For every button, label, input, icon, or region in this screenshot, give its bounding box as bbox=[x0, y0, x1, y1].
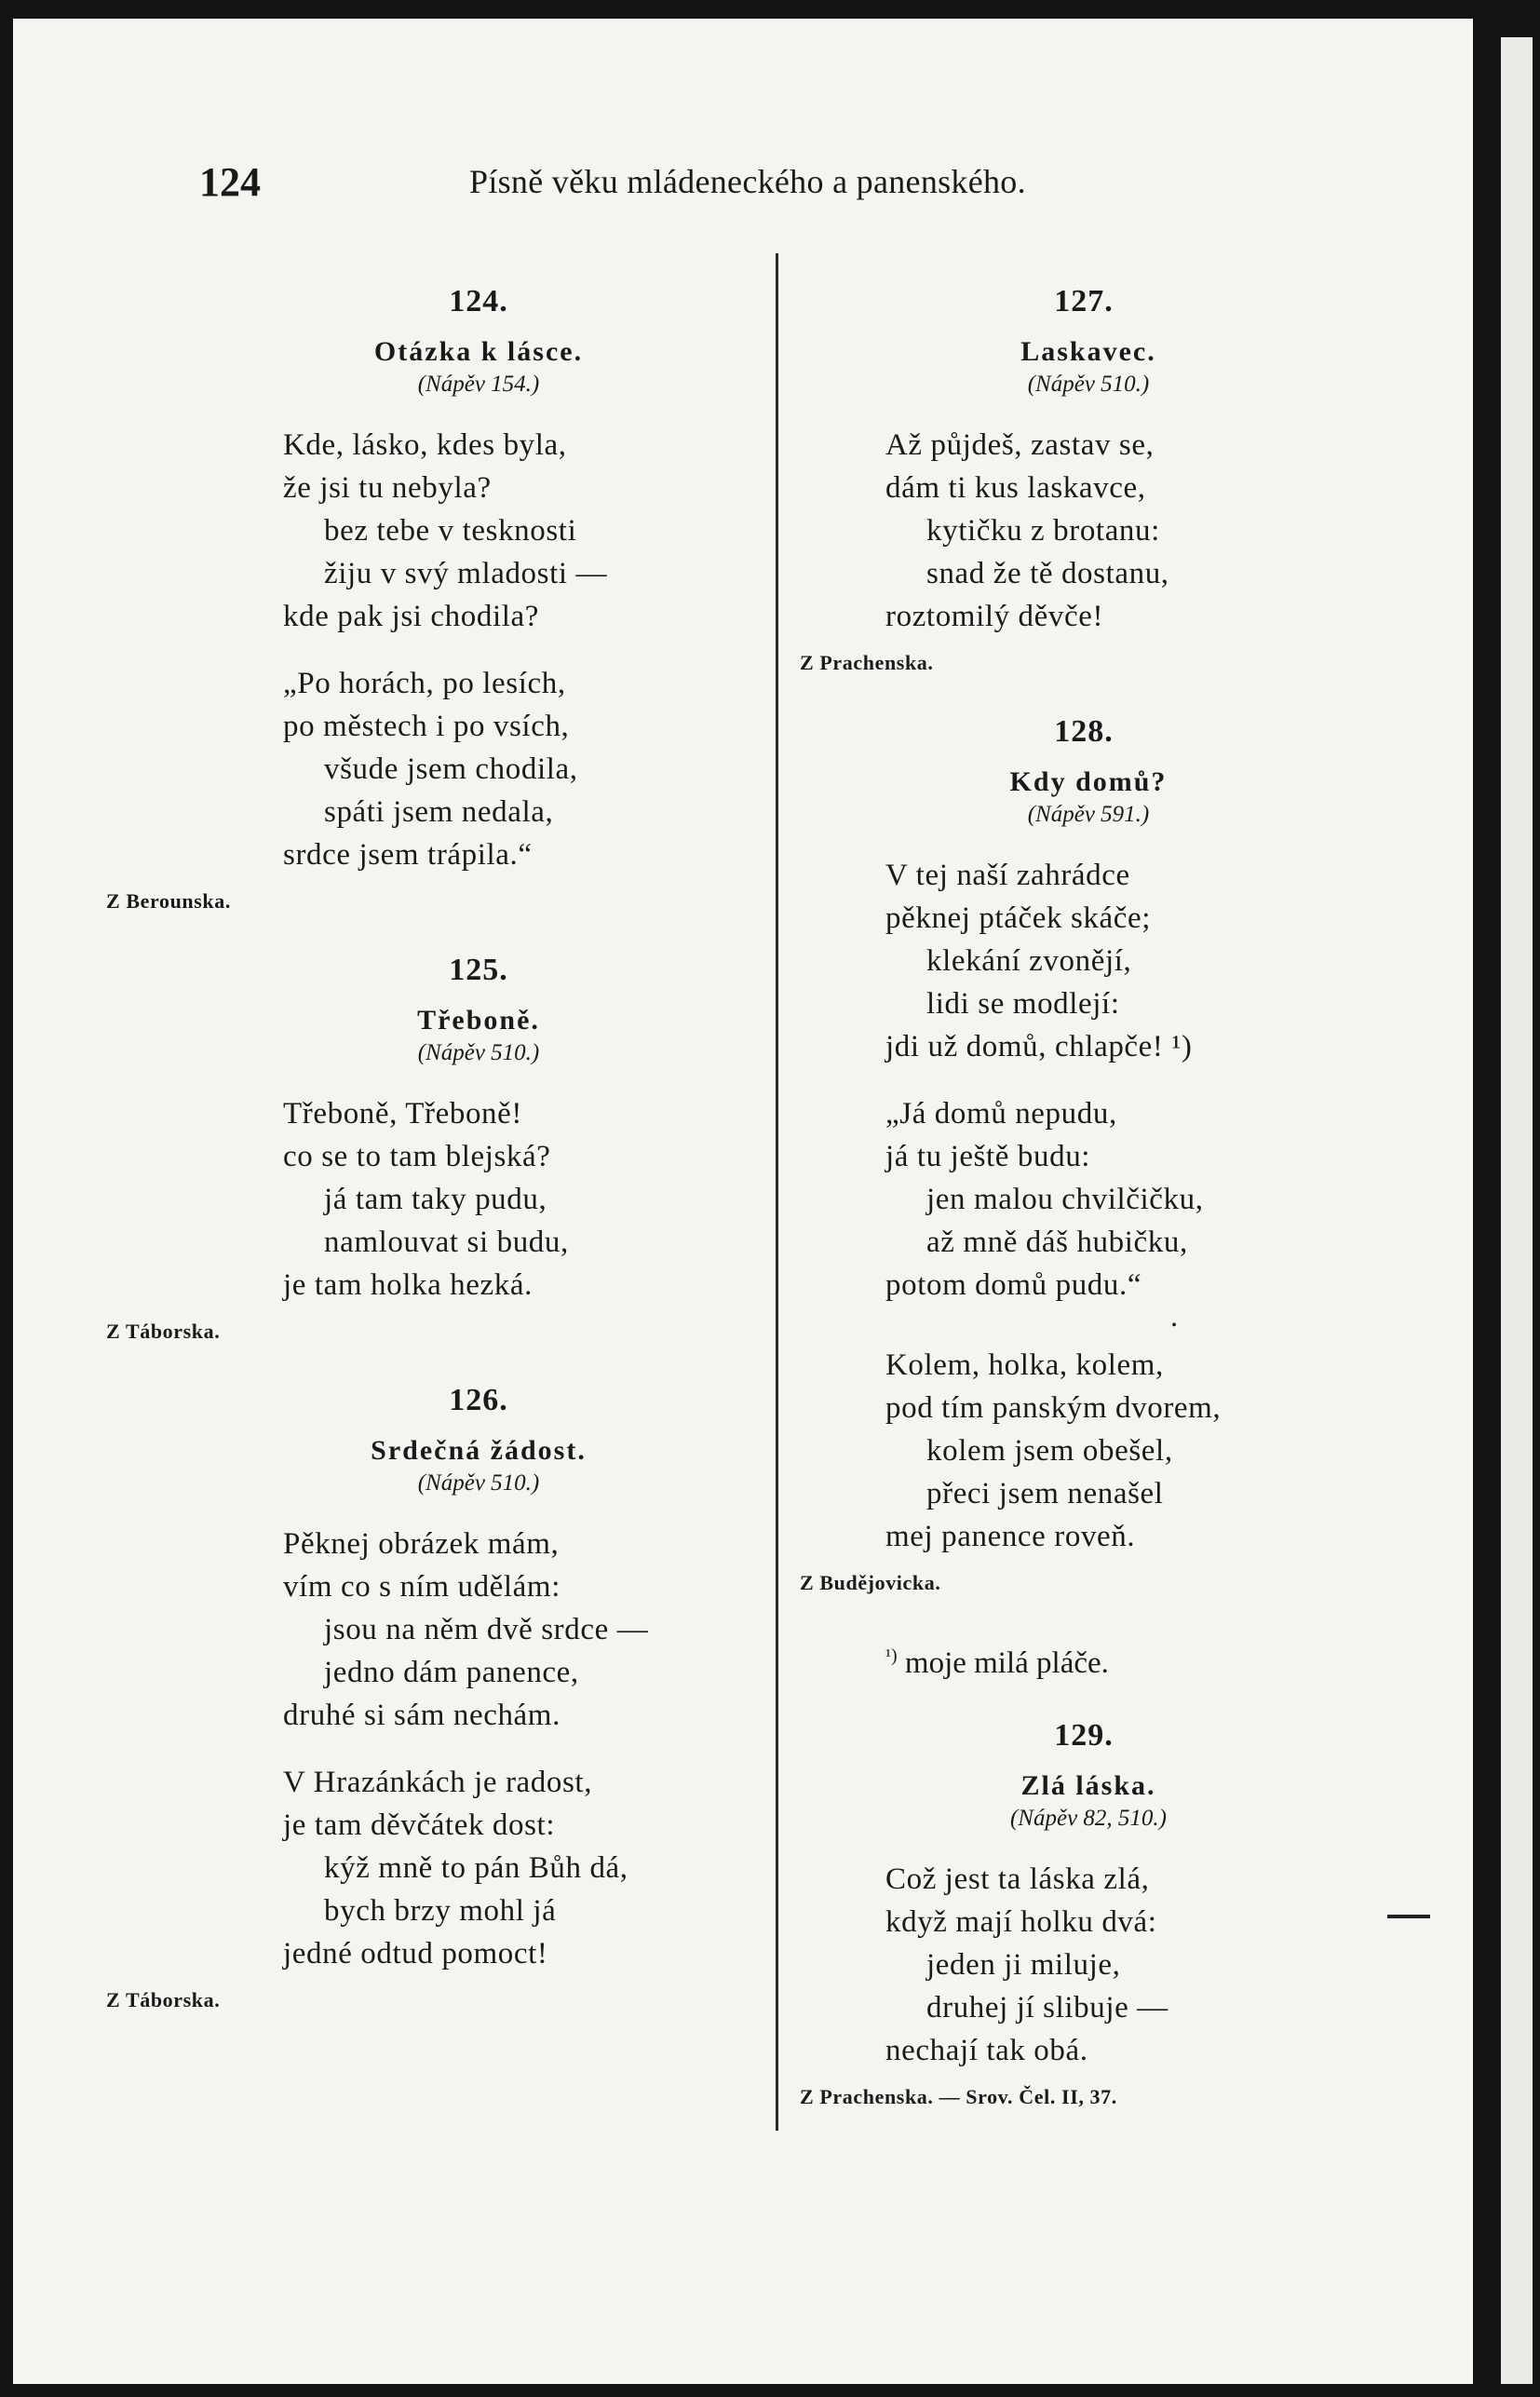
verse-line: „Já domů nepudu, bbox=[885, 1097, 1117, 1131]
verse-line: pěknej ptáček skáče; bbox=[885, 901, 1152, 935]
verse-line: kýž mně to pán Bůh dá, bbox=[324, 1851, 628, 1885]
song-text bbox=[283, 1523, 711, 1975]
song-number: 126. bbox=[449, 1383, 508, 1417]
stanza bbox=[885, 1344, 1321, 1558]
song-title: Otázka k lásce. bbox=[373, 336, 584, 367]
verse-line: nechají tak obá. bbox=[885, 2034, 1088, 2067]
source-note: Z Budějovicka. bbox=[800, 1571, 941, 1594]
stanza bbox=[283, 424, 711, 638]
tune-reference: (Nápěv 510.) bbox=[1027, 372, 1150, 397]
verse-line: bych brzy mohl já bbox=[324, 1894, 557, 1928]
stanza bbox=[283, 1523, 711, 1737]
song-block bbox=[106, 284, 711, 914]
verse-line: jedné odtud pomoct! bbox=[283, 1937, 548, 1970]
source-note: Z Táborska. bbox=[106, 1320, 221, 1343]
verse-line: všude jsem chodila, bbox=[324, 752, 578, 786]
verse-line: klekání zvonějí, bbox=[926, 944, 1132, 978]
left-column bbox=[106, 284, 711, 2052]
page-header bbox=[13, 158, 1473, 214]
song-text bbox=[283, 1092, 711, 1307]
verse-line: spáti jsem nedala, bbox=[324, 795, 554, 829]
verse-line: srdce jsem trápila.“ bbox=[283, 838, 533, 872]
right-column bbox=[800, 284, 1321, 2148]
source-note: Z Berounska. bbox=[106, 889, 231, 913]
verse-line: druhé si sám nechám. bbox=[283, 1699, 561, 1732]
song-number: 125. bbox=[449, 953, 508, 987]
footnote-mark: ¹) bbox=[885, 1645, 898, 1666]
verse-line: V Hrazánkách je radost, bbox=[283, 1766, 593, 1799]
tune-reference: (Nápěv 591.) bbox=[1027, 802, 1150, 827]
song-number: 128. bbox=[1054, 714, 1114, 749]
footnote-text: moje milá pláče. bbox=[904, 1646, 1109, 1680]
verse-line: Třeboně, Třeboně! bbox=[283, 1097, 522, 1131]
verse-line: až mně dáš hubičku, bbox=[926, 1226, 1188, 1259]
verse-line: žiju v svý mladosti — bbox=[324, 557, 608, 590]
verse-line bbox=[885, 1025, 1321, 1068]
song-number: 129. bbox=[1054, 1718, 1114, 1753]
footnote-mark: ¹) bbox=[1171, 1030, 1193, 1063]
song-number: 124. bbox=[449, 284, 508, 318]
verse-line: V tej naší zahrádce bbox=[885, 859, 1130, 892]
running-head: Písně věku mládeneckého a panenského. bbox=[469, 163, 1026, 200]
verse-line: vím co s ním udělám: bbox=[283, 1570, 561, 1604]
song-block bbox=[106, 953, 711, 1344]
verse-line: kde pak jsi chodila? bbox=[283, 600, 540, 633]
song-title: Třeboně. bbox=[417, 1005, 540, 1036]
verse-line: jedno dám panence, bbox=[324, 1656, 579, 1689]
verse-line: Což jest ta láska zlá, bbox=[885, 1862, 1150, 1896]
verse-line: pod tím panským dvorem, bbox=[885, 1391, 1222, 1425]
stanza bbox=[885, 854, 1321, 1068]
stanza bbox=[283, 1761, 711, 1975]
stanza bbox=[885, 424, 1321, 638]
song-block bbox=[800, 284, 1321, 675]
song-block bbox=[800, 1718, 1321, 2109]
verse-line: Až půjdeš, zastav se, bbox=[885, 428, 1155, 462]
column-divider bbox=[776, 253, 778, 2131]
verse-line: Pěknej obrázek mám, bbox=[283, 1527, 560, 1561]
source-note: Z Prachenska. bbox=[800, 651, 934, 674]
verse-line: Kde, lásko, kdes byla, bbox=[283, 428, 567, 462]
verse-line: je tam holka hezká. bbox=[283, 1268, 533, 1302]
verse-line: lidi se modlejí: bbox=[926, 987, 1120, 1021]
page-sheet bbox=[13, 19, 1473, 2384]
song-text bbox=[885, 1858, 1321, 2072]
verse-line: druhej jí slibuje — bbox=[926, 1991, 1169, 2025]
verse-line: po městech i po vsích, bbox=[283, 710, 570, 743]
verse-line: co se to tam blejská? bbox=[283, 1140, 551, 1173]
verse-text: jdi už domů, chlapče! bbox=[885, 1030, 1164, 1063]
verse-line: jsou na něm dvě srdce — bbox=[324, 1613, 649, 1646]
song-text bbox=[885, 424, 1321, 638]
song-title: Srdečná žádost. bbox=[371, 1435, 587, 1466]
song-block bbox=[106, 1383, 711, 2012]
song-title: Zlá láska. bbox=[1020, 1770, 1156, 1801]
page-number: 124 bbox=[199, 159, 261, 205]
verse-line: dám ti kus laskavce, bbox=[885, 471, 1146, 505]
verse-line: kytičku z brotanu: bbox=[926, 514, 1160, 548]
song-title: Kdy domů? bbox=[1009, 766, 1168, 797]
stanza bbox=[885, 1858, 1321, 2072]
verse-line: jeden ji miluje, bbox=[926, 1948, 1121, 1982]
verse-line: že jsi tu nebyla? bbox=[283, 471, 492, 505]
stanza-separator: • bbox=[1171, 1318, 1177, 1334]
tune-reference: (Nápěv 82, 510.) bbox=[1009, 1806, 1168, 1831]
verse-line: namlouvat si budu, bbox=[324, 1226, 569, 1259]
verse-line: přeci jsem nenašel bbox=[926, 1477, 1164, 1510]
source-note: Z Táborska. bbox=[106, 1988, 221, 2011]
verse-line: já tam taky pudu, bbox=[324, 1183, 547, 1216]
stanza bbox=[885, 1092, 1321, 1307]
song-title: Laskavec. bbox=[1020, 336, 1156, 367]
page-edge bbox=[1501, 37, 1533, 2384]
verse-line: kolem jsem obešel, bbox=[926, 1434, 1173, 1468]
song-number: 127. bbox=[1054, 284, 1114, 318]
verse-line: je tam děvčátek dost: bbox=[283, 1808, 556, 1842]
verse-line: jen malou chvilčičku, bbox=[926, 1183, 1204, 1216]
source-note: Z Prachenska. — Srov. Čel. II, 37. bbox=[800, 2085, 1117, 2108]
verse-line: roztomilý děvče! bbox=[885, 600, 1104, 633]
tune-reference: (Nápěv 154.) bbox=[417, 372, 540, 397]
stanza bbox=[283, 1092, 711, 1307]
verse-line: bez tebe v tesknosti bbox=[324, 514, 577, 548]
verse-line: když mají holku dvá: bbox=[885, 1905, 1157, 1939]
song-text bbox=[885, 854, 1321, 1558]
song-text bbox=[283, 424, 711, 876]
footnote bbox=[885, 1634, 1321, 1685]
song-block bbox=[800, 714, 1321, 1685]
stanza bbox=[283, 662, 711, 876]
verse-line: Kolem, holka, kolem, bbox=[885, 1348, 1164, 1382]
verse-line: potom domů pudu.“ bbox=[885, 1268, 1142, 1302]
tune-reference: (Nápěv 510.) bbox=[417, 1040, 540, 1065]
verse-line: já tu ještě budu: bbox=[885, 1140, 1091, 1173]
edge-mark bbox=[1387, 1915, 1430, 1918]
verse-line: snad že tě dostanu, bbox=[926, 557, 1169, 590]
verse-line: „Po horách, po lesích, bbox=[283, 667, 566, 700]
verse-line: mej panence roveň. bbox=[885, 1520, 1136, 1553]
tune-reference: (Nápěv 510.) bbox=[417, 1470, 540, 1496]
